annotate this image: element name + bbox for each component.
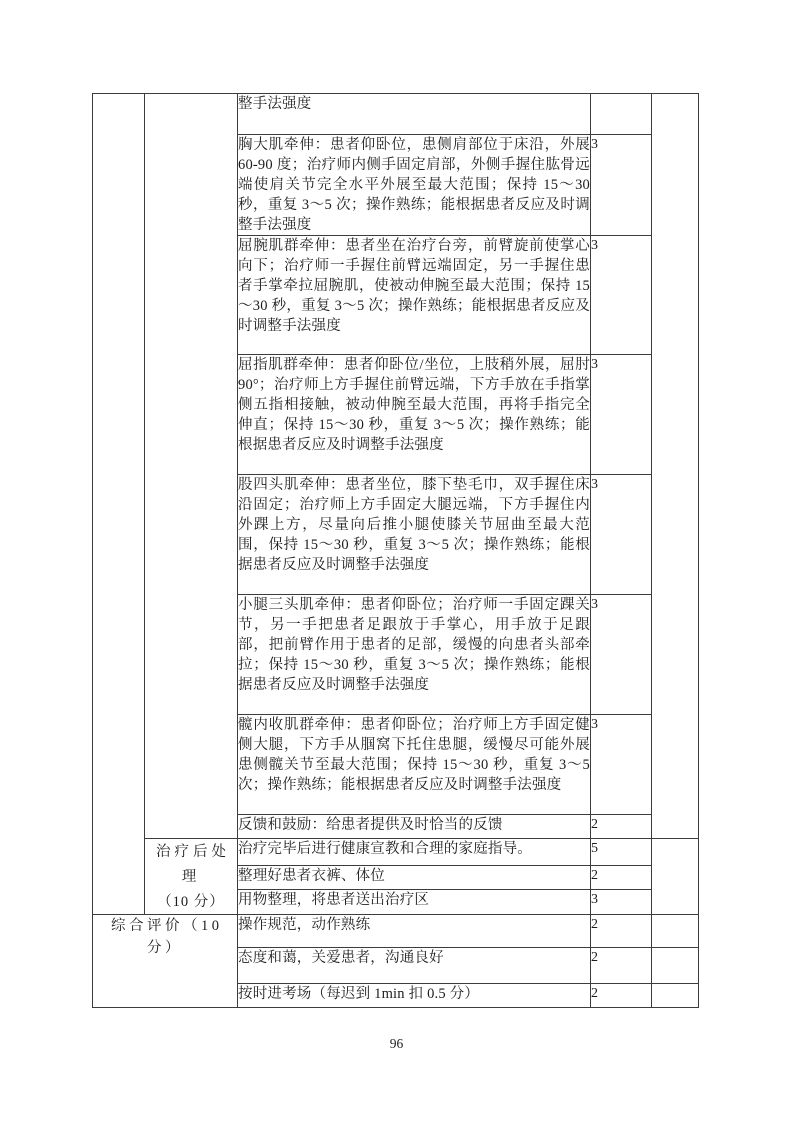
criterion-cell: 髋内收肌群牵伸：患者仰卧位；治疗师上方手固定健侧大腿，下方手从腘窝下托住患腿，缓慢尽可能外展患侧髋关节至最大范围；保持 15～30 秒，重复 3～5 次；操作熟练；能根据患者反应及时调整手法强度 — [238, 715, 591, 815]
criterion-cell: 治疗完毕后进行健康宣教和合理的家庭指导。 — [238, 839, 591, 866]
treatment-after-points: （10 分） — [157, 894, 225, 910]
score-cell: 2 — [591, 815, 652, 839]
deduction-cell — [652, 984, 699, 1008]
score-cell: 3 — [591, 355, 652, 475]
category-column-cell — [93, 94, 145, 915]
score-cell: 3 — [591, 236, 652, 355]
score-cell — [591, 94, 652, 135]
criterion-cell: 操作规范，动作熟练 — [238, 915, 591, 948]
score-cell: 3 — [591, 595, 652, 715]
rubric-table — [92, 93, 699, 1008]
score-cell: 3 — [591, 715, 652, 815]
score-cell: 3 — [591, 475, 652, 595]
criterion-cell: 反馈和鼓励：给患者提供及时恰当的反馈 — [238, 815, 591, 839]
treatment-after-label: 治疗后处理 — [156, 844, 230, 885]
score-cell: 3 — [591, 135, 652, 236]
criterion-cell: 屈指肌群牵伸：患者仰卧位/坐位，上肢稍外展，屈肘 90°；治疗师上方手握住前臂远端，下方手放在手指掌侧五指相接触，被动伸腕至最大范围，再将手指完全伸直；保持 15～30 秒，重复 3～5 次；操作熟练；能根据患者反应及时调整手法强度 — [238, 355, 591, 475]
deduction-column-cell — [652, 839, 699, 915]
criterion-cell: 态度和蔼，关爱患者，沟通良好 — [238, 948, 591, 984]
criterion-cell: 用物整理，将患者送出治疗区 — [238, 890, 591, 915]
score-cell: 3 — [591, 890, 652, 915]
score-cell: 2 — [591, 948, 652, 984]
deduction-cell — [652, 948, 699, 984]
deduction-column-cell — [652, 94, 699, 839]
score-cell: 2 — [591, 915, 652, 948]
overall-evaluation-label-cell: 综合评价（10 分） — [93, 915, 238, 1008]
criterion-cell: 整理好患者衣裤、体位 — [238, 865, 591, 890]
score-cell: 2 — [591, 865, 652, 890]
criterion-cell: 胸大肌牵伸：患者仰卧位，患侧肩部位于床沿，外展 60-90 度；治疗师内侧手固定肩部，外侧手握住肱骨远端使肩关节完全水平外展至最大范围；保持 15～30 秒，重复 3～5 次；操作熟练；能根据患者反应及时调整手法强度 — [238, 135, 591, 236]
score-cell: 2 — [591, 984, 652, 1008]
criterion-cell: 按时进考场（每迟到 1min 扣 0.5 分） — [238, 984, 591, 1008]
criterion-cell: 整手法强度 — [238, 94, 591, 135]
deduction-cell — [652, 915, 699, 948]
subcategory-column-cell — [145, 94, 238, 839]
criterion-cell: 屈腕肌群牵伸：患者坐在治疗台旁，前臂旋前使掌心向下；治疗师一手握住前臂远端固定，另一手握住患者手掌牵拉屈腕肌，使被动伸腕至最大范围；保持 15～30 秒，重复 3～5 次；操作熟练；能根据患者反应及时调整手法强度 — [238, 236, 591, 355]
criterion-cell: 股四头肌牵伸：患者坐位，膝下垫毛巾，双手握住床沿固定；治疗师上方手固定大腿远端，下方手握住内外踝上方，尽量向后推小腿使膝关节屈曲至最大范围，保持 15～30 秒，重复 3～5 次；操作熟练；能根据患者反应及时调整手法强度 — [238, 475, 591, 595]
criterion-cell: 小腿三头肌牵伸：患者仰卧位；治疗师一手固定踝关节，另一手把患者足跟放于手掌心，用手放于足跟部，把前臂作用于患者的足部，缓慢的向患者头部牵拉；保持 15～30 秒，重复 3～5 次；操作熟练；能根据患者反应及时调整手法强度 — [238, 595, 591, 715]
treatment-after-label-cell — [145, 839, 238, 915]
page-number: 96 — [389, 1036, 404, 1051]
score-cell: 5 — [591, 839, 652, 866]
